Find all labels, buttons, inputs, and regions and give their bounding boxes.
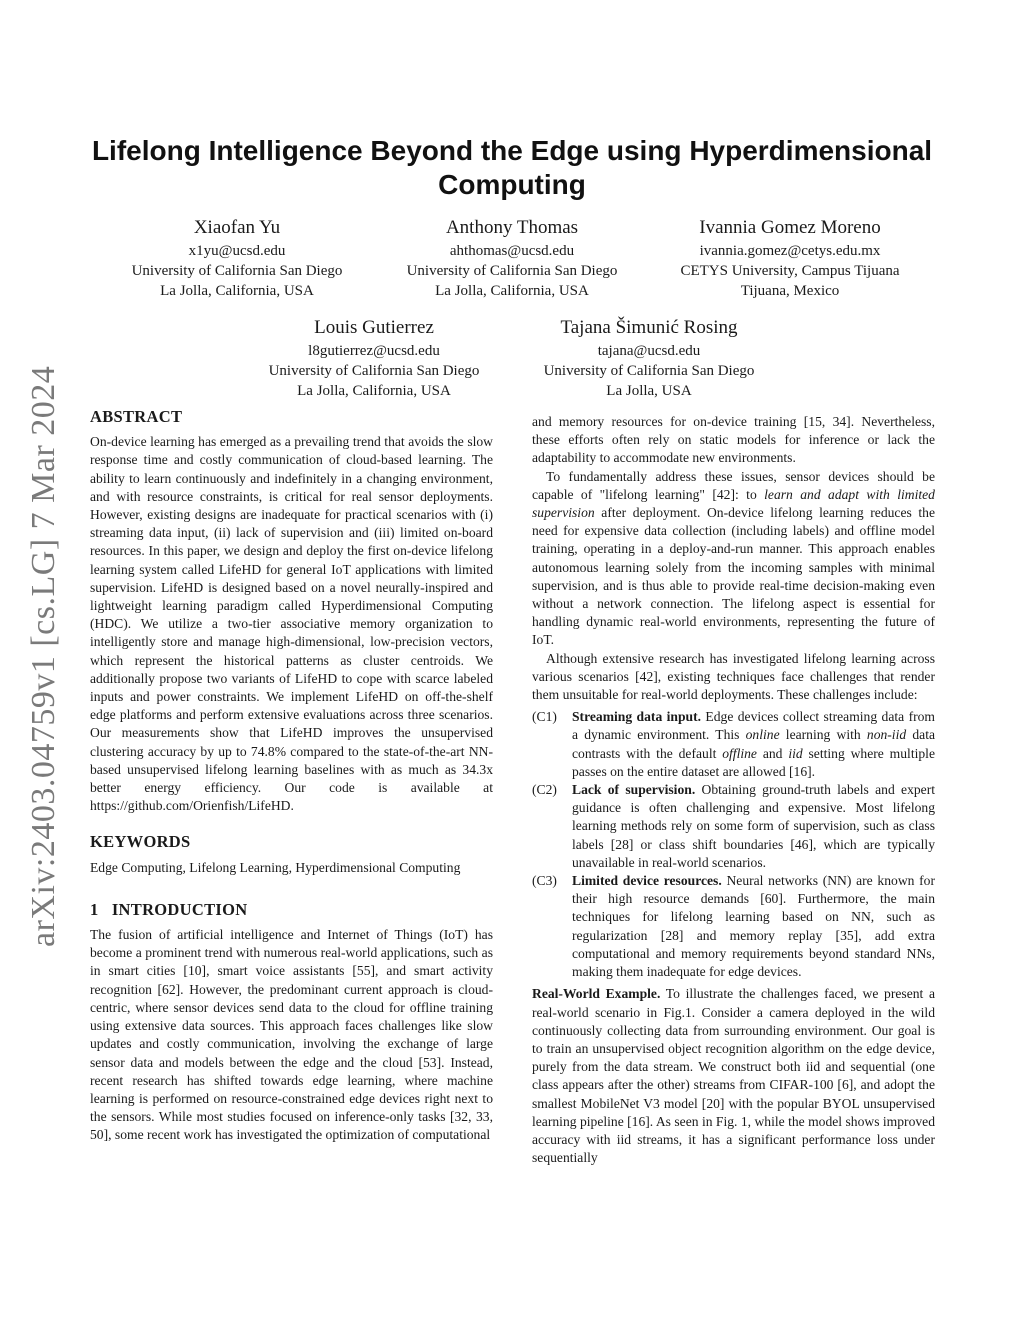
intro-paragraph-2: To fundamentally address these issues, sensor devices should be capable of "lifelong learning" [42]: to learn and adapt with limited supervision after deployment. On-device lifelong learning reduces the need for expensive data collection (including labels) and offline model training, operating in a deploy-and-run manner. This approach enables autonomous learning solely from the incoming samples with minimal supervision, and is thus able to provide real-time decision-making even without a network connection. The lifelong aspect is essential for handling dynamic real-world environments, representing the future of IoT. <box>532 468 935 648</box>
author-name: Tajana Šimunić Rosing <box>560 317 738 338</box>
intro-paragraph-1: The fusion of artificial intelligence and Internet of Things (IoT) has become a prominent trend with numerous real-world applications, such as in smart cities [10], smart voice assistants [55], and smart activity recognition [62]. However, the predominant current approach is cloud-centric, where sensor devices send data to the cloud for offline training using extensive data sources. This approach faces challenges like slow updates and costly communication, involving the exchange of large sensor data and models between the edge and the cloud [53]. Instead, recent research has shifted towards edge learning, where machine learning is performed on resource-constrained edge devices right next to the sensors. While most studies focused on inference-only tasks [32, 33, 50], some recent work has investigated the optimization of computational <box>90 927 493 1143</box>
author-name: Xiaofan Yu <box>193 217 281 238</box>
author-name: Ivannia Gomez Moreno <box>699 217 881 238</box>
challenge-c2 <box>532 781 935 872</box>
author-email: ahthomas@ucsd.edu <box>449 243 575 259</box>
author-affiliation: CETYS University, Campus Tijuana <box>680 263 900 279</box>
challenge-label: (C3) <box>532 873 557 889</box>
abstract-heading: ABSTRACT <box>90 407 183 426</box>
author-location: La Jolla, California, USA <box>297 383 451 399</box>
author-name: Anthony Thomas <box>445 217 579 238</box>
left-column <box>90 408 493 1145</box>
author-email: x1yu@ucsd.edu <box>188 243 286 259</box>
challenge-text: Limited device resources. Neural networks (NN) are known for their high resource demands [60]. Furthermore, the main techniques for lifelong learning based on NN, such as regularization [28] and memory replay [35], add extra computational and memory requirements beyond standard NNs, making them inadequate for edge devices. <box>572 873 935 980</box>
challenge-label: (C1) <box>532 709 557 725</box>
challenge-label: (C2) <box>532 782 557 798</box>
author-block-2 <box>386 215 638 301</box>
intro-paragraph-1-cont: and memory resources for on-device training [15, 34]. Nevertheless, these efforts often rely on static models for inference or lack the adaptability to accommodate new environments. <box>532 414 935 466</box>
author-location: La Jolla, California, USA <box>435 283 589 299</box>
right-column <box>532 413 935 1167</box>
keywords-heading: KEYWORDS <box>90 832 191 852</box>
challenge-text: Lack of supervision. Obtaining ground-truth labels and expert guidance is often challenging and expensive. Most lifelong learning methods rely on some form of supervision, such as class labels [28] or class shift boundaries [46], which are typically unavailable in real-world scenarios. <box>572 782 935 870</box>
author-affiliation: University of California San Diego <box>268 363 480 379</box>
author-block-4 <box>248 315 500 401</box>
keywords-text: Edge Computing, Lifelong Learning, Hyperdimensional Computing <box>90 859 461 875</box>
paper-title: Lifelong Intelligence Beyond the Edge using Hyperdimensional Computing <box>91 135 933 200</box>
author-affiliation: University of California San Diego <box>406 263 618 279</box>
author-affiliation: University of California San Diego <box>543 363 755 379</box>
arxiv-stamp: arXiv:2403.04759v1 [cs.LG] 7 Mar 2024 <box>25 365 62 947</box>
real-world-example: Real-World Example. To illustrate the challenges faced, we present a real-world scenario in Fig.1. Consider a camera deployed in the wild continuously collecting data from surrounding environment. Our goal is to train an unsupervised object recognition algorithm on the edge device, purely from the data stream. We construct both iid and sequential (one class appears after the other) streams from CIFAR-100 [6], and adopt the smallest MobileNet V3 model [20] with the popular BYOL unsupervised learning pipeline [16]. As seen in Fig. 1, while the model shows improved accuracy with iid streams, it has a significant performance loss under sequentially <box>532 986 935 1166</box>
challenge-c1 <box>532 708 935 781</box>
author-email: l8gutierrez@ucsd.edu <box>308 343 440 359</box>
author-name: Louis Gutierrez <box>314 317 434 338</box>
author-affiliation: University of California San Diego <box>131 263 343 279</box>
author-block-1 <box>112 215 362 301</box>
author-block-3 <box>660 215 920 301</box>
challenge-text: Streaming data input. Edge devices collect streaming data from a dynamic environment. This online learning with non-iid data contrasts with the default offline and iid setting where multiple passes on the entire dataset are allowed [16]. <box>572 709 936 779</box>
intro-paragraph-3: Although extensive research has investigated lifelong learning across various scenarios [42], existing techniques face challenges that render them unsuitable for real-world deployments. These challenges include: <box>532 650 935 703</box>
author-location: La Jolla, USA <box>606 383 692 399</box>
challenge-list <box>532 708 935 981</box>
author-location: La Jolla, California, USA <box>160 283 314 299</box>
author-location: Tijuana, Mexico <box>740 283 840 299</box>
challenge-c3 <box>532 872 935 981</box>
author-email: ivannia.gomez@cetys.edu.mx <box>699 243 881 259</box>
author-block-5 <box>523 315 775 401</box>
abstract-text: On-device learning has emerged as a prevailing trend that avoids the slow response time and costly communication of cloud-based learning. The ability to learn continuously and indefinitely in a changing environment, and with resource constraints, is critical for real sensor deployments. However, existing designs are inadequate for practical scenarios with (i) streaming data input, (ii) lack of supervision and (iii) limited on-board resources. In this paper, we design and deploy the first on-device lifelong learning system called LifeHD for general IoT applications with limited supervision. LifeHD is designed based on a novel neurally-inspired and lightweight learning paradigm called Hyperdimensional Computing (HDC). We utilize a two-tier associative memory organization to intelligently store and manage high-dimensional, low-precision vectors, which represent the historical patterns as cluster centroids. We additionally propose two variants of LifeHD to cope with scarce labeled inputs and power constraints. We implement LifeHD on off-the-shelf edge platforms and perform extensive evaluations across three scenarios. Our measurements show that LifeHD improves the unsupervised clustering accuracy by up to 74.8% compared to the state-of-the-art NN-based unsupervised lifelong learning baselines with as much as 34.3x better energy efficiency. Our code is available at https://github.com/Orienfish/LifeHD. <box>90 434 493 814</box>
intro-heading: 1 INTRODUCTION <box>90 899 248 919</box>
author-email: tajana@ucsd.edu <box>597 343 701 359</box>
